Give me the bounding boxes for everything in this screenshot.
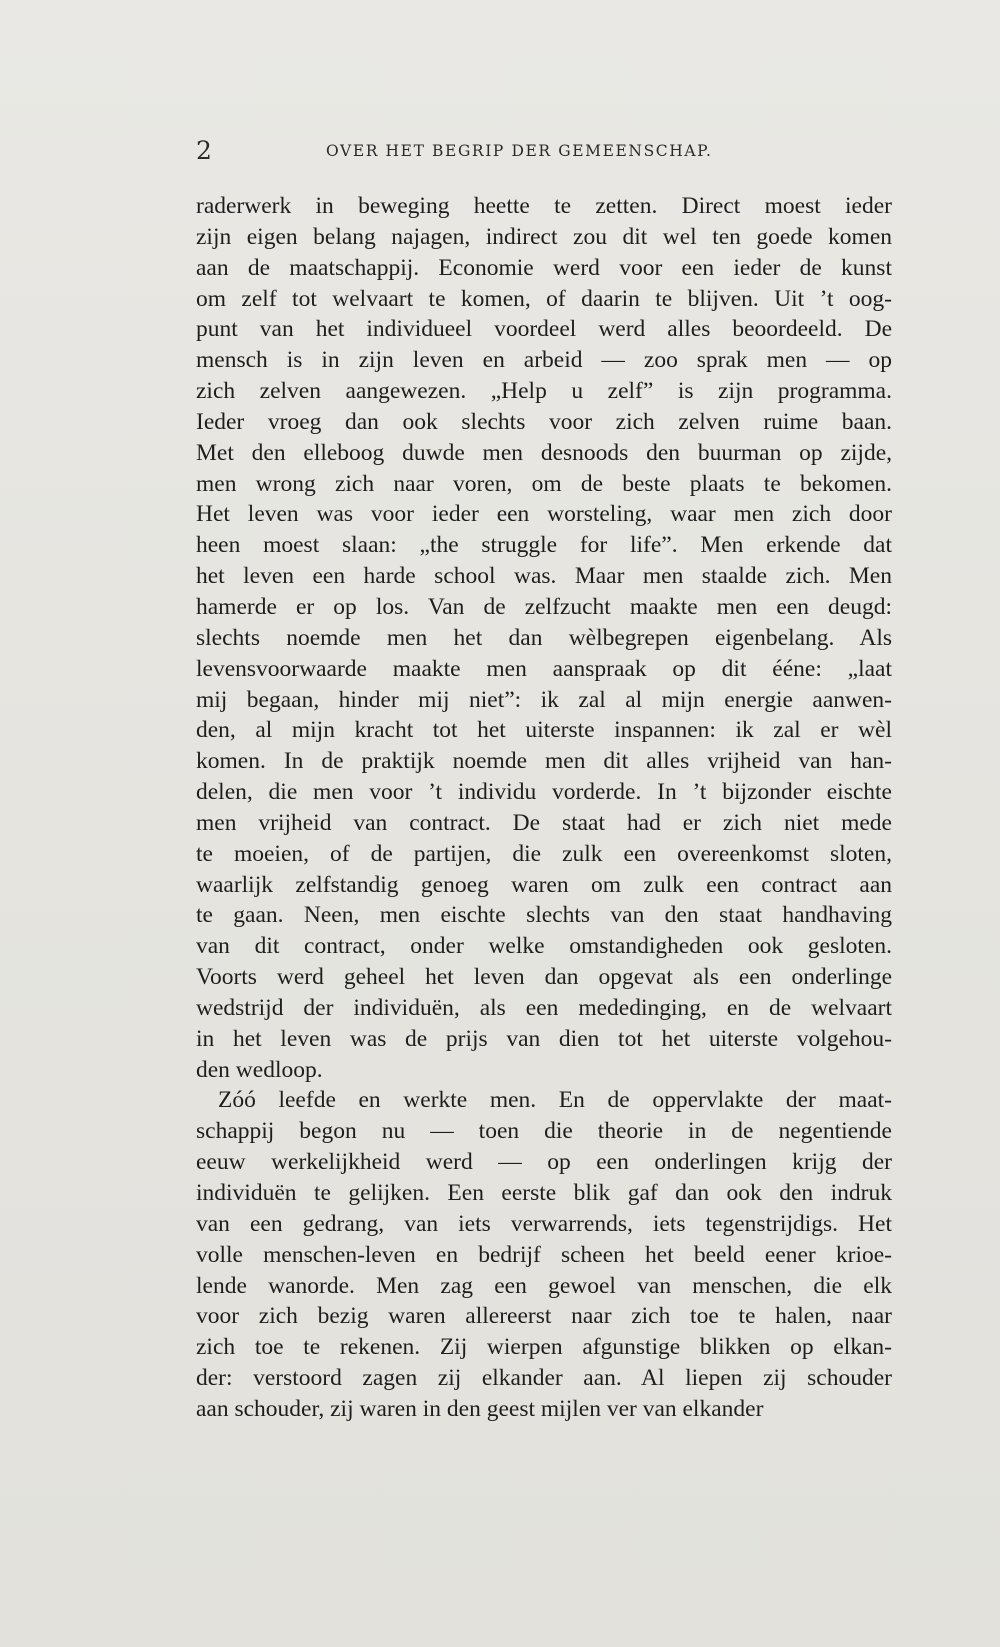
paragraph [196,191,892,1085]
text-line: komen. In de praktijk noemde men dit alles vrijheid van han- [196,748,892,775]
text-line: levensvoorwaarde maakte men aanspraak op dit ééne: „laat [196,655,892,682]
text-line: mensch is in zijn leven en arbeid — zoo sprak men — op [196,347,892,374]
text-line: te moeien, of de partijen, die zulk een overeenkomst sloten, [196,840,892,867]
text-line: delen, die men voor ’t individu vorderde. In ’t bijzonder eischte [196,779,892,806]
body-text [196,191,892,1425]
text-line: punt van het individueel voordeel werd alles beoordeeld. De [196,316,892,343]
text-line: hamerde er op los. Van de zelfzucht maakte men een deugd: [196,593,892,620]
text-line: van een gedrang, van iets verwarrends, iets tegenstrijdigs. Het [196,1210,892,1237]
running-title: OVER HET BEGRIP DER GEMEENSCHAP. [326,142,713,160]
paragraph-container [196,191,892,1425]
text-line: zich toe te rekenen. Zij wierpen afgunstige blikken op elkan- [196,1334,892,1361]
paragraph [196,1085,892,1424]
text-line: van dit contract, onder welke omstandigheden ook gesloten. [196,933,892,960]
text-line: Ieder vroeg dan ook slechts voor zich zelven ruime baan. [196,408,892,435]
text-line: zich zelven aangewezen. „Help u zelf” is zijn programma. [196,378,892,405]
text-line: aan schouder, zij waren in den geest mijlen ver van elkander [196,1395,764,1422]
text-line: zijn eigen belang najagen, indirect zou dit wel ten goede komen [196,223,892,250]
text-line: men vrijheid van contract. De staat had er zich niet mede [196,809,892,836]
text-line: den, al mijn kracht tot het uiterste inspannen: ik zal er wèl [196,717,892,744]
text-line: mij begaan, hinder mij niet”: ik zal al mijn energie aanwen- [196,686,892,713]
text-line: individuën te gelijken. Een eerste blik gaf dan ook den indruk [196,1180,892,1206]
text-line: lende wanorde. Men zag een gewoel van menschen, die elk [196,1272,892,1299]
text-line: voor zich bezig waren allereerst naar zich toe te halen, naar [196,1303,892,1330]
text-line: om zelf tot welvaart te komen, of daarin te blijven. Uit ’t oog- [196,285,892,312]
text-line: Het leven was voor ieder een worsteling, waar men zich door [196,501,892,528]
text-line: men wrong zich naar voren, om de beste plaats te bekomen. [196,470,892,497]
text-line: Met den elleboog duwde men desnoods den buurman op zijde, [196,439,892,466]
text-line: aan de maatschappij. Economie werd voor een ieder de kunst [196,254,892,281]
text-line: eeuw werkelijkheid werd — op een onderlingen krijg der [196,1149,892,1176]
text-line: het leven een harde school was. Maar men staalde zich. Men [196,563,892,590]
text-line: der: verstoord zagen zij elkander aan. Al liepen zij schouder [196,1365,892,1392]
text-line: in het leven was de prijs van dien tot het uiterste volgehou- [196,1025,892,1052]
text-line: raderwerk in beweging heette te zetten. Direct moest ieder [196,193,892,219]
text-line: den wedloop. [196,1056,323,1083]
text-line: volle menschen-leven en bedrijf scheen het beeld eener krioe- [196,1241,892,1268]
page-header [196,136,896,176]
text-line: Voorts werd geheel het leven dan opgevat als een onderlinge [196,964,892,991]
text-line: waarlijk zelfstandig genoeg waren om zulk een contract aan [196,871,892,898]
text-line: schappij begon nu — toen die theorie in de negentiende [196,1118,892,1145]
text-line: slechts noemde men het dan wèlbegrepen eigenbelang. Als [196,624,892,651]
text-line: heen moest slaan: „the struggle for life”. Men erkende dat [196,532,892,559]
text-line: Zóó leefde en werkte men. En de oppervlakte der maat- [218,1087,892,1114]
page-number: 2 [196,136,212,165]
text-line: te gaan. Neen, men eischte slechts van den staat handhaving [196,902,892,929]
text-line: wedstrijd der individuën, als een mededinging, en de welvaart [196,994,892,1021]
